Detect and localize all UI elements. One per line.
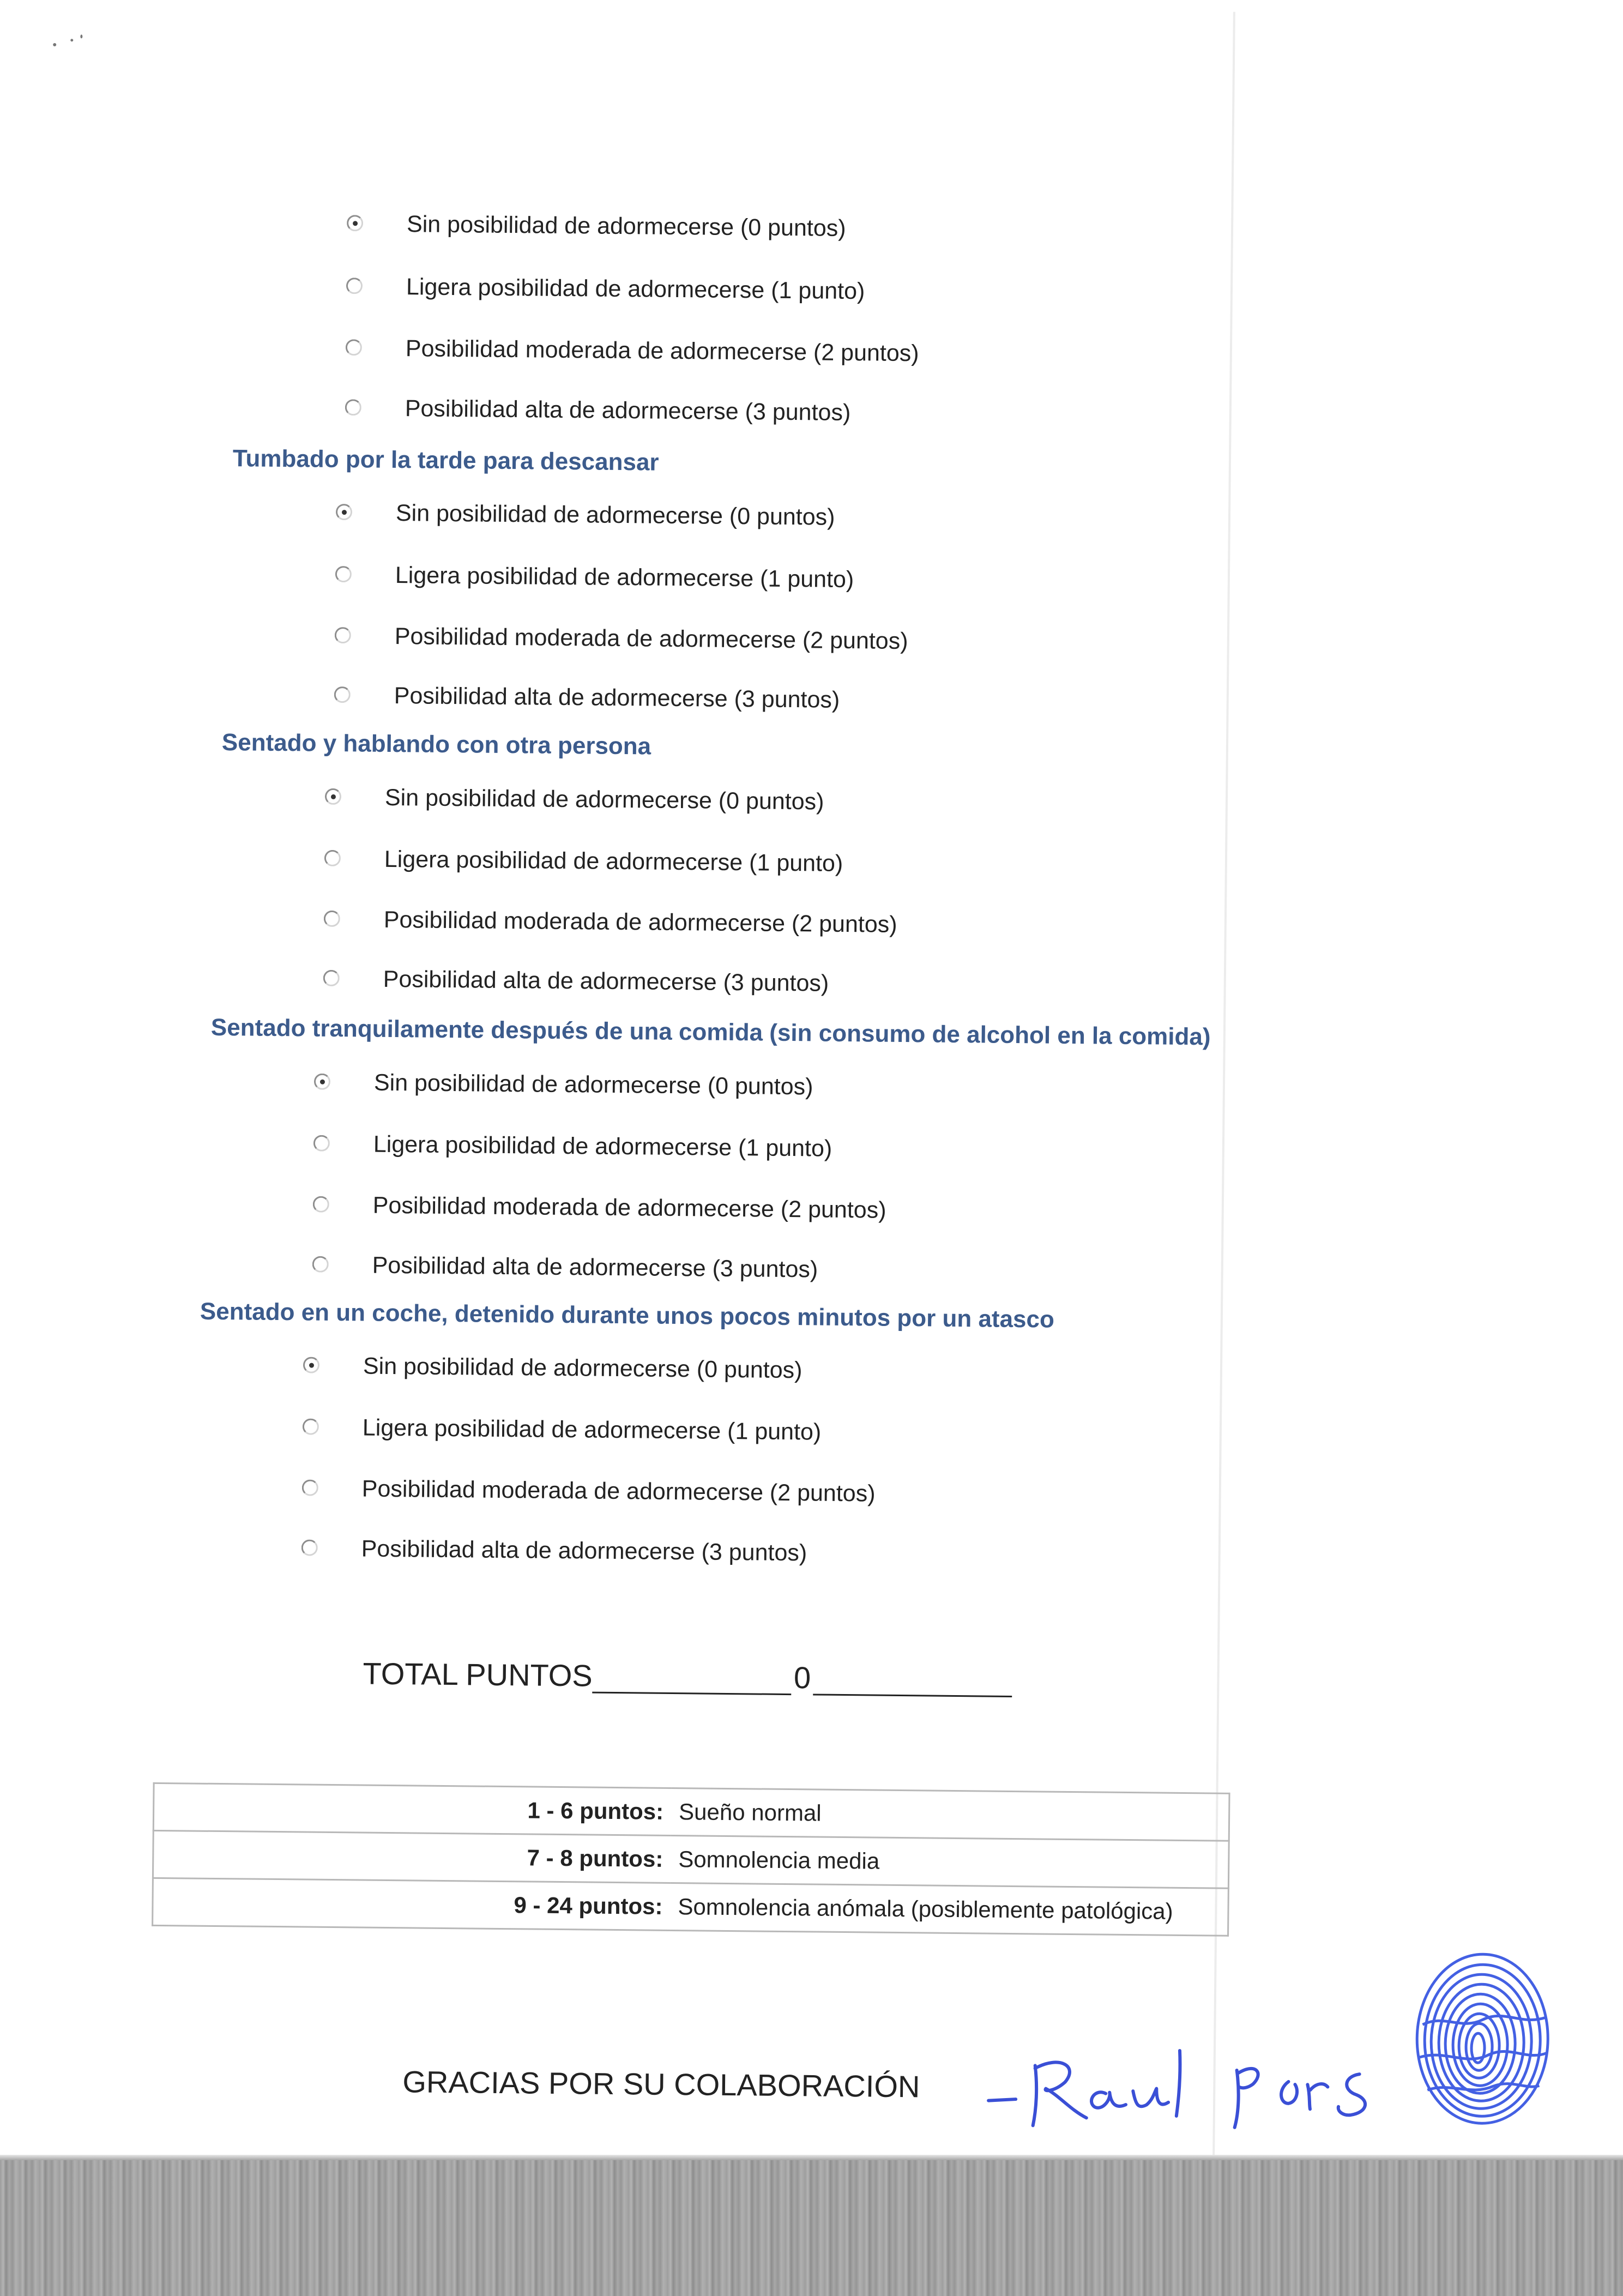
- option-label: Sin posibilidad de adormecerse (0 puntos): [384, 784, 824, 815]
- option-label: Posibilidad alta de adormecerse (3 puntos): [372, 1252, 818, 1283]
- question-title: Sentado y hablando con otra persona: [221, 728, 651, 760]
- score-range: 1 - 6 puntos:: [153, 1783, 671, 1835]
- scan-speck: [53, 43, 56, 46]
- score-range: 7 - 8 puntos:: [153, 1830, 671, 1883]
- option-label: Sin posibilidad de adormecerse (0 puntos): [373, 1069, 813, 1100]
- radio-unchecked[interactable]: [324, 911, 340, 927]
- radio-unchecked[interactable]: [313, 1196, 329, 1213]
- radio-checked[interactable]: [347, 215, 363, 231]
- fingerprint: [1411, 1948, 1554, 2129]
- option-q5-0[interactable]: [303, 1352, 803, 1385]
- score-table: [152, 1782, 1230, 1937]
- option-q2-1[interactable]: [335, 562, 854, 594]
- option-q1-1[interactable]: [346, 273, 865, 306]
- radio-checked[interactable]: [303, 1357, 319, 1373]
- score-description: Somnolencia media: [671, 1835, 1229, 1888]
- option-label: Posibilidad alta de adormecerse (3 puntos): [383, 966, 829, 997]
- radio-unchecked[interactable]: [346, 278, 363, 294]
- radio-unchecked[interactable]: [323, 970, 340, 986]
- scan-speck: [70, 39, 73, 41]
- total-blank-right: [813, 1662, 1012, 1697]
- radio-unchecked[interactable]: [312, 1256, 329, 1273]
- radio-checked[interactable]: [325, 788, 341, 805]
- option-q2-2[interactable]: [334, 623, 908, 655]
- option-label: Ligera posibilidad de adormecerse (1 punto): [384, 846, 843, 877]
- option-label: Posibilidad alta de adormecerse (3 puntos): [394, 682, 840, 713]
- option-q3-1[interactable]: [324, 846, 843, 878]
- radio-unchecked[interactable]: [301, 1539, 318, 1556]
- option-q4-2[interactable]: [312, 1192, 886, 1225]
- option-label: Ligera posibilidad de adormecerse (1 punto): [395, 562, 854, 593]
- radio-checked[interactable]: [336, 504, 352, 520]
- option-q4-0[interactable]: [314, 1069, 813, 1102]
- radio-unchecked[interactable]: [346, 339, 362, 355]
- question-title: Sentado tranquilamente después de una comida (sin consumo de alcohol en la comida): [210, 1014, 1211, 1051]
- total-points: [363, 1656, 1012, 1697]
- table-row: [153, 1878, 1229, 1936]
- option-label: Posibilidad moderada de adormecerse (2 puntos): [361, 1475, 876, 1507]
- total-blank-left: [592, 1660, 792, 1696]
- option-label: Sin posibilidad de adormecerse (0 puntos): [395, 500, 835, 531]
- score-description: Sueño normal: [671, 1788, 1229, 1841]
- scan-speck: [80, 34, 82, 38]
- option-label: Posibilidad alta de adormecerse (3 puntos): [361, 1535, 807, 1566]
- radio-unchecked[interactable]: [302, 1479, 318, 1496]
- option-q4-1[interactable]: [313, 1131, 832, 1164]
- question-title: Sentado en un coche, detenido durante unos pocos minutos por un atasco: [200, 1298, 1055, 1333]
- question-1: [0, 0, 1623, 426]
- total-value: 0: [793, 1660, 811, 1695]
- option-label: Sin posibilidad de adormecerse (0 puntos): [363, 1353, 803, 1384]
- option-label: Posibilidad moderada de adormecerse (2 puntos): [372, 1192, 886, 1224]
- option-label: Ligera posibilidad de adormecerse (1 punto): [406, 274, 865, 305]
- option-q5-2[interactable]: [301, 1475, 876, 1508]
- option-label: Posibilidad alta de adormecerse (3 puntos): [405, 395, 851, 426]
- option-label: Ligera posibilidad de adormecerse (1 punto): [373, 1131, 832, 1162]
- option-label: Ligera posibilidad de adormecerse (1 punto): [362, 1414, 822, 1445]
- score-range: 9 - 24 puntos:: [153, 1878, 671, 1930]
- radio-unchecked[interactable]: [335, 627, 351, 643]
- handwritten-signature: [982, 2027, 1420, 2140]
- option-label: Sin posibilidad de adormecerse (0 puntos): [406, 211, 846, 242]
- question-title: Tumbado por la tarde para descansar: [232, 445, 659, 476]
- radio-unchecked[interactable]: [334, 686, 351, 703]
- radio-unchecked[interactable]: [303, 1418, 319, 1435]
- option-label: Posibilidad moderada de adormecerse (2 puntos): [383, 906, 897, 938]
- total-label: TOTAL PUNTOS: [363, 1656, 593, 1693]
- scanner-background: [0, 2160, 1623, 2296]
- radio-unchecked[interactable]: [335, 566, 352, 582]
- radio-unchecked[interactable]: [324, 850, 341, 866]
- option-label: Posibilidad moderada de adormecerse (2 puntos): [394, 623, 908, 655]
- radio-unchecked[interactable]: [345, 399, 361, 415]
- radio-unchecked[interactable]: [313, 1135, 330, 1152]
- thanks-text: GRACIAS POR SU COLABORACIÓN: [402, 2064, 920, 2104]
- radio-checked[interactable]: [314, 1074, 330, 1090]
- option-label: Posibilidad moderada de adormecerse (2 puntos): [405, 335, 919, 367]
- score-description: Somnolencia anómala (posiblemente patológica): [670, 1883, 1228, 1936]
- option-q3-2[interactable]: [323, 906, 897, 939]
- question-2: [0, 0, 1623, 713]
- option-q1-3[interactable]: [345, 395, 851, 427]
